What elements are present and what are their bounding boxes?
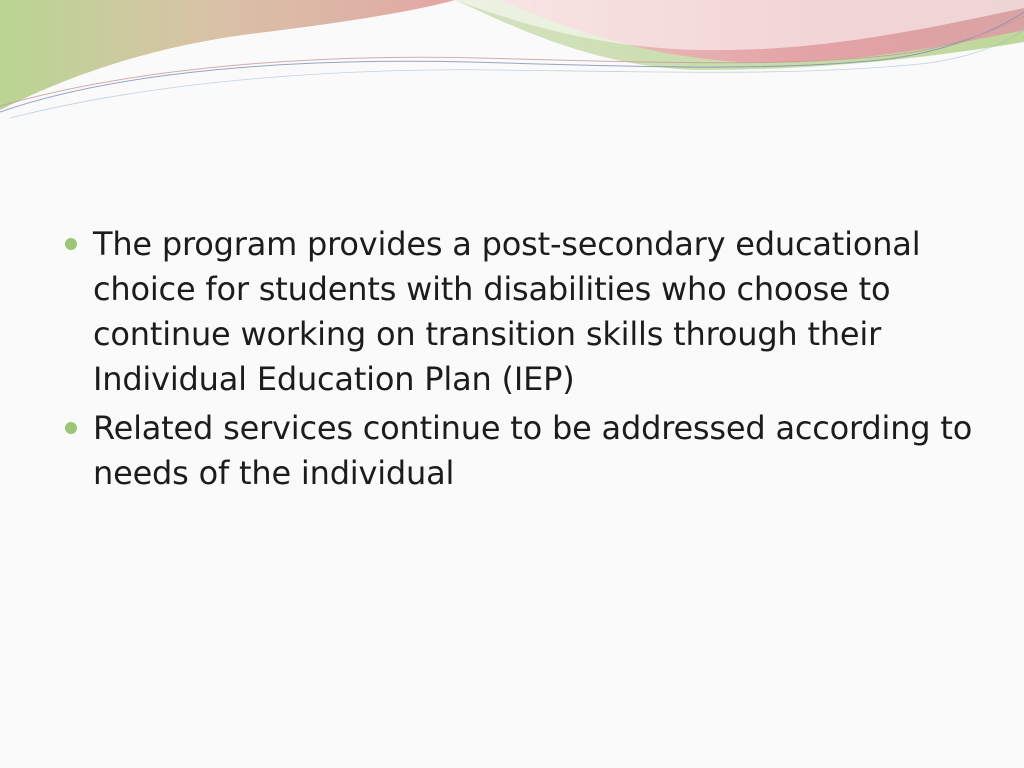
- bullet-dot-icon: [65, 422, 77, 434]
- bullet-item: [62, 222, 982, 402]
- left-wave-shape: [0, 0, 455, 110]
- bullet-item: [62, 406, 982, 496]
- header-wave-decoration: [0, 0, 1024, 130]
- bullet-text: Related services continue to be addressed according to needs of the individual: [93, 409, 973, 492]
- bullet-list: [62, 222, 982, 500]
- bullet-dot-icon: [65, 238, 77, 250]
- bullet-text: The program provides a post-secondary educational choice for students with disabilities who choose to continue working on transition skills through their Individual Education Plan (IEP): [93, 225, 921, 398]
